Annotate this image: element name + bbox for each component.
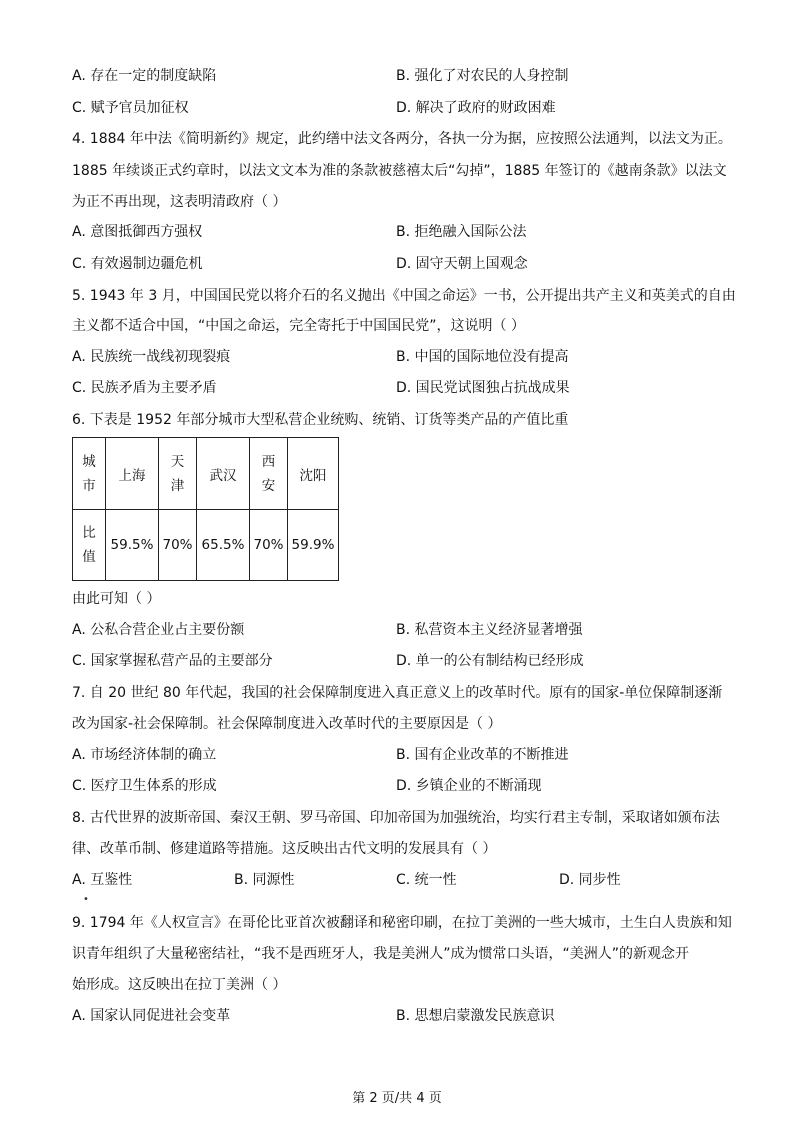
q4-option-a[interactable]: A. 意图抵御西方强权: [72, 224, 203, 240]
q6-follow: 由此可知（ ）: [72, 591, 161, 607]
q6-option-c[interactable]: C. 国家掌握私营产品的主要部分: [72, 653, 273, 669]
table-cell-ratio: 59.9%: [288, 510, 339, 581]
table-row-ratio: [73, 510, 339, 581]
q4-stem-line-1: 4. 1884 年中法《简明新约》规定，此约缮中法文各两分，各执一分为据，应按照公法通判，以法文为正。: [72, 131, 732, 147]
table-header-city: 城市: [73, 438, 106, 510]
q3-option-d[interactable]: D. 解决了政府的财政困难: [396, 100, 556, 116]
q5-options-row1: [72, 347, 722, 367]
q3-options-row1: [72, 66, 722, 86]
q3-option-a[interactable]: A. 存在一定的制度缺陷: [72, 68, 217, 84]
q7-option-b[interactable]: B. 国有企业改革的不断推进: [396, 747, 569, 763]
q4-stem-line-2: 1885 年续谈正式约章时，以法文文本为准的条款被慈禧太后“勾掉”，1885 年签订的《越南条款》以法文: [72, 163, 727, 179]
table-cell-city: 西安: [250, 438, 288, 510]
q9-stem-line-3: 始形成。这反映出在拉丁美洲（ ）: [72, 977, 287, 993]
q6-option-a[interactable]: A. 公私合营企业占主要份额: [72, 622, 245, 638]
table-cell-ratio: 65.5%: [197, 510, 250, 581]
table-cell-ratio: 70%: [159, 510, 197, 581]
q6-options-row1: [72, 620, 722, 640]
q8-stem-line-2: 律、改革币制、修建道路等措施。这反映出古代文明的发展具有（ ）: [72, 841, 497, 857]
q9-option-b[interactable]: B. 思想启蒙激发民族意识: [396, 1008, 555, 1024]
q7-option-c[interactable]: C. 医疗卫生体系的形成: [72, 778, 217, 794]
q5-option-a[interactable]: A. 民族统一战线初现裂痕: [72, 349, 231, 365]
q7-option-a[interactable]: A. 市场经济体制的确立: [72, 747, 217, 763]
table-header-ratio: 比值: [73, 510, 106, 581]
q5-stem-line-2: 主义都不适合中国，“中国之命运，完全寄托于中国国民党”，这说明（ ）: [72, 318, 525, 334]
q8-option-d[interactable]: D. 同步性: [559, 872, 621, 888]
q3-option-b[interactable]: B. 强化了对农民的人身控制: [396, 68, 569, 84]
table-cell-city: 天津: [159, 438, 197, 510]
q3-option-c[interactable]: C. 赋予官员加征权: [72, 100, 189, 116]
q5-option-b[interactable]: B. 中国的国际地位没有提高: [396, 349, 569, 365]
q4-options-row1: [72, 222, 722, 242]
q5-option-d[interactable]: D. 国民党试图独占抗战成果: [396, 380, 570, 396]
q6-option-d[interactable]: D. 单一的公有制结构已经形成: [396, 653, 584, 669]
table-cell-city: 武汉: [197, 438, 250, 510]
q5-stem-line-1: 5. 1943 年 3 月，中国国民党以将介石的名义抛出《中国之命运》一书，公开提出共产主义和英美式的自由: [72, 288, 736, 304]
q9-stem-line-2: 识青年组织了大量秘密结社，“我不是西班牙人，我是美洲人”成为惯常口头语，“美洲人”的新观念开: [72, 946, 690, 962]
q8-option-b[interactable]: B. 同源性: [234, 872, 295, 888]
q5-option-c[interactable]: C. 民族矛盾为主要矛盾: [72, 380, 217, 396]
q6-option-b[interactable]: B. 私营资本主义经济显著增强: [396, 622, 583, 638]
q7-stem-line-2: 改为国家-社会保障制。社会保障制度进入改革时代的主要原因是（ ）: [72, 716, 502, 732]
table-row-city: [73, 438, 339, 510]
page-footer: 第 2 页/共 4 页: [352, 1091, 442, 1106]
q8-option-a[interactable]: A. 互鉴性: [72, 872, 133, 888]
q9-stem-line-1: 9. 1794 年《人权宣言》在哥伦比亚首次被翻译和秘密印刷，在拉丁美洲的一些大城市，土生白人贵族和知: [72, 915, 732, 931]
q6-table: [72, 437, 339, 581]
table-cell-ratio: 70%: [250, 510, 288, 581]
q5-options-row2: [72, 378, 722, 398]
table-cell-ratio: 59.5%: [106, 510, 159, 581]
q4-option-d[interactable]: D. 固守天朝上国观念: [396, 256, 528, 272]
q8-option-c[interactable]: C. 统一性: [396, 872, 457, 888]
table-cell-city: 沈阳: [288, 438, 339, 510]
q9-option-a[interactable]: A. 国家认同促进社会变革: [72, 1008, 231, 1024]
q9-options-row1: [72, 1006, 722, 1026]
q3-options-row2: [72, 98, 722, 118]
table-cell-city: 上海: [106, 438, 159, 510]
q6-stem: 6. 下表是 1952 年部分城市大型私营企业统购、统销、订货等类产品的产值比重: [72, 412, 569, 428]
q4-option-b[interactable]: B. 拒绝融入国际公法: [396, 224, 527, 240]
q7-stem-line-1: 7. 自 20 世纪 80 年代起，我国的社会保障制度进入真正意义上的改革时代。原有的国家-单位保障制逐渐: [72, 685, 723, 701]
q6-options-row2: [72, 651, 722, 671]
q7-options-row1: [72, 745, 722, 765]
stray-dot: •: [83, 894, 89, 905]
q4-stem-line-3: 为正不再出现，这表明清政府（ ）: [72, 194, 287, 210]
q4-option-c[interactable]: C. 有效遏制边疆危机: [72, 256, 203, 272]
q4-options-row2: [72, 254, 722, 274]
q7-option-d[interactable]: D. 乡镇企业的不断涌现: [396, 778, 542, 794]
q8-options-row: [72, 870, 722, 890]
q7-options-row2: [72, 776, 722, 796]
q8-stem-line-1: 8. 古代世界的波斯帝国、秦汉王朝、罗马帝国、印加帝国为加强统治，均实行君主专制，采取诸如颁布法: [72, 810, 720, 826]
